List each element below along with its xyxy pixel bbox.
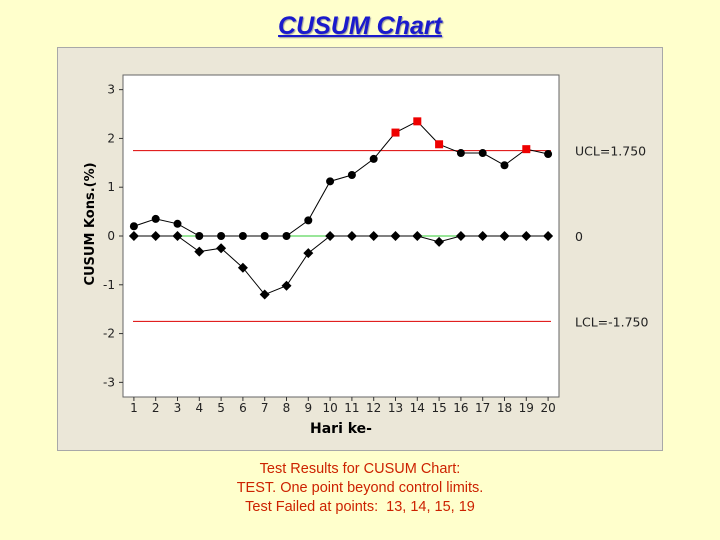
caption-line: Test Results for CUSUM Chart:	[259, 461, 461, 477]
center-label: 0	[575, 229, 583, 244]
x-tick-label: 12	[366, 401, 382, 415]
caption-line: TEST. One point beyond control limits.	[236, 480, 484, 496]
upper-cusum-point	[152, 215, 160, 223]
failed-point	[413, 117, 421, 125]
x-tick-label: 11	[344, 401, 360, 415]
test-results-caption	[0, 460, 720, 517]
upper-cusum-point	[304, 216, 312, 224]
lcl-label: LCL=-1.750	[575, 314, 649, 330]
upper-cusum-point	[195, 232, 203, 240]
y-tick-label: 2	[107, 131, 115, 146]
upper-cusum-point	[326, 177, 334, 185]
x-tick-label: 17	[475, 401, 491, 415]
failed-point	[392, 129, 400, 137]
x-tick-label: 3	[173, 401, 182, 415]
x-tick-label: 8	[282, 401, 291, 415]
upper-cusum-point	[501, 161, 509, 169]
x-tick-label: 7	[260, 401, 269, 415]
ucl-label: UCL=1.750	[575, 143, 647, 159]
upper-cusum-point	[130, 222, 138, 230]
y-tick-label: 1	[107, 180, 115, 195]
failed-point	[522, 145, 530, 153]
x-tick-label: 10	[322, 401, 338, 415]
chart-title: CUSUM Chart	[278, 12, 442, 40]
x-tick-label: 13	[387, 401, 404, 415]
y-tick-label: -1	[103, 277, 115, 292]
caption-line: Test Failed at points: 13, 14, 15, 19	[245, 499, 475, 515]
x-tick-label: 18	[496, 401, 513, 415]
y-tick-label: -2	[103, 326, 115, 341]
x-axis-label: Hari ke-	[310, 421, 372, 437]
x-tick-label: 9	[304, 401, 313, 415]
x-tick-label: 19	[518, 401, 534, 415]
x-tick-label: 6	[239, 401, 247, 415]
upper-cusum-point	[544, 150, 552, 158]
y-tick-label: 0	[107, 229, 115, 243]
upper-cusum-point	[239, 232, 247, 240]
upper-cusum-point	[348, 171, 356, 179]
upper-cusum-point	[283, 232, 291, 240]
upper-cusum-point	[479, 149, 487, 157]
x-tick-label: 5	[217, 401, 225, 415]
upper-cusum-point	[370, 155, 378, 163]
x-tick-label: 4	[195, 401, 204, 415]
cusum-chart	[58, 48, 662, 450]
x-tick-label: 2	[151, 401, 160, 415]
upper-cusum-point	[217, 232, 225, 240]
y-tick-label: 3	[107, 82, 115, 97]
x-tick-label: 16	[453, 401, 469, 415]
chart-panel	[57, 47, 663, 451]
upper-cusum-point	[174, 220, 182, 228]
y-axis-label: CUSUM Kons.(%)	[83, 162, 98, 286]
x-tick-label: 14	[409, 401, 425, 415]
x-tick-label: 15	[431, 401, 447, 415]
x-tick-label: 1	[130, 401, 138, 415]
failed-point	[435, 140, 443, 148]
y-tick-label: -3	[103, 375, 115, 390]
x-tick-label: 20	[540, 401, 556, 415]
upper-cusum-point	[457, 149, 465, 157]
upper-cusum-point	[261, 232, 269, 240]
